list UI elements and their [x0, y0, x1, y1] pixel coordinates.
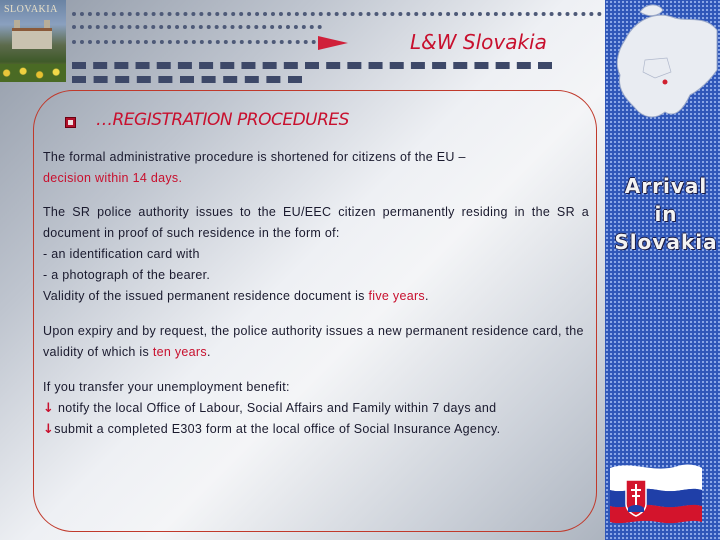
slovak-flag-icon	[608, 460, 704, 530]
p2-validity-end: .	[424, 289, 429, 303]
dotted-rule-1	[72, 12, 602, 16]
dotted-rule-3	[72, 40, 316, 44]
site-title: L&W Slovakia	[410, 30, 547, 54]
p1-text: The formal administrative procedure is shortened for citizens of the EU –	[43, 150, 466, 164]
p2-text: The SR police authority issues to the EU/EEC citizen permanently residing in the SR a document in proof of such residence in the form of:	[43, 205, 589, 240]
content-body	[43, 147, 589, 440]
p1-highlight: decision within 14 days.	[43, 171, 183, 185]
dotted-rule-2	[72, 25, 322, 29]
section-bullet-icon	[65, 117, 76, 128]
scandinavia-shape	[640, 5, 663, 16]
flag-blue-stripe	[610, 489, 702, 507]
p4-item-1-text: notify the local Office of Labour, Social Affairs and Family within 7 days and	[57, 401, 497, 415]
p3-text: Upon expiry and by request, the police authority issues a new permanent residence card, the validity of which is	[43, 324, 584, 359]
europe-landmass	[617, 15, 717, 117]
arrow-bullet-icon: ↓	[43, 401, 55, 416]
photo-flowers	[0, 64, 66, 82]
photo-label: SLOVAKIA	[4, 4, 58, 15]
dashed-rule-2	[72, 76, 302, 83]
p4-item-2	[43, 419, 589, 440]
p2-validity-text: Validity of the issued permanent residence document is	[43, 289, 369, 303]
p2-validity-highlight: five years	[368, 289, 425, 303]
sidebar-title: Arrival in Slovakia	[614, 174, 718, 254]
p4-item-2-text: submit a completed E303 form at the local office of Social Insurance Agency.	[54, 422, 501, 436]
red-arrow-icon	[318, 36, 348, 50]
slovakia-photo	[0, 0, 66, 82]
europe-map-icon	[605, 0, 720, 150]
slovakia-marker-icon	[663, 80, 668, 85]
p2-item-2: - a photograph of the bearer.	[43, 268, 211, 282]
p2-validity	[43, 286, 589, 307]
p4-item-1	[43, 398, 589, 419]
flag-red-stripe	[610, 505, 702, 523]
p3-highlight: ten years	[152, 345, 207, 359]
paragraph-1	[43, 147, 589, 189]
section-heading: …REGISTRATION PROCEDURES	[96, 110, 349, 130]
p3-end: .	[206, 345, 211, 359]
p2-item-1: - an identification card with	[43, 247, 200, 261]
paragraph-2	[43, 202, 589, 244]
photo-castle	[12, 28, 52, 49]
arrow-bullet-icon: ↓	[43, 422, 55, 437]
flag-white-stripe	[610, 465, 702, 492]
dashed-rule-1	[72, 62, 552, 69]
p4-intro: If you transfer your unemployment benefit:	[43, 380, 290, 394]
paragraph-3	[43, 321, 589, 363]
